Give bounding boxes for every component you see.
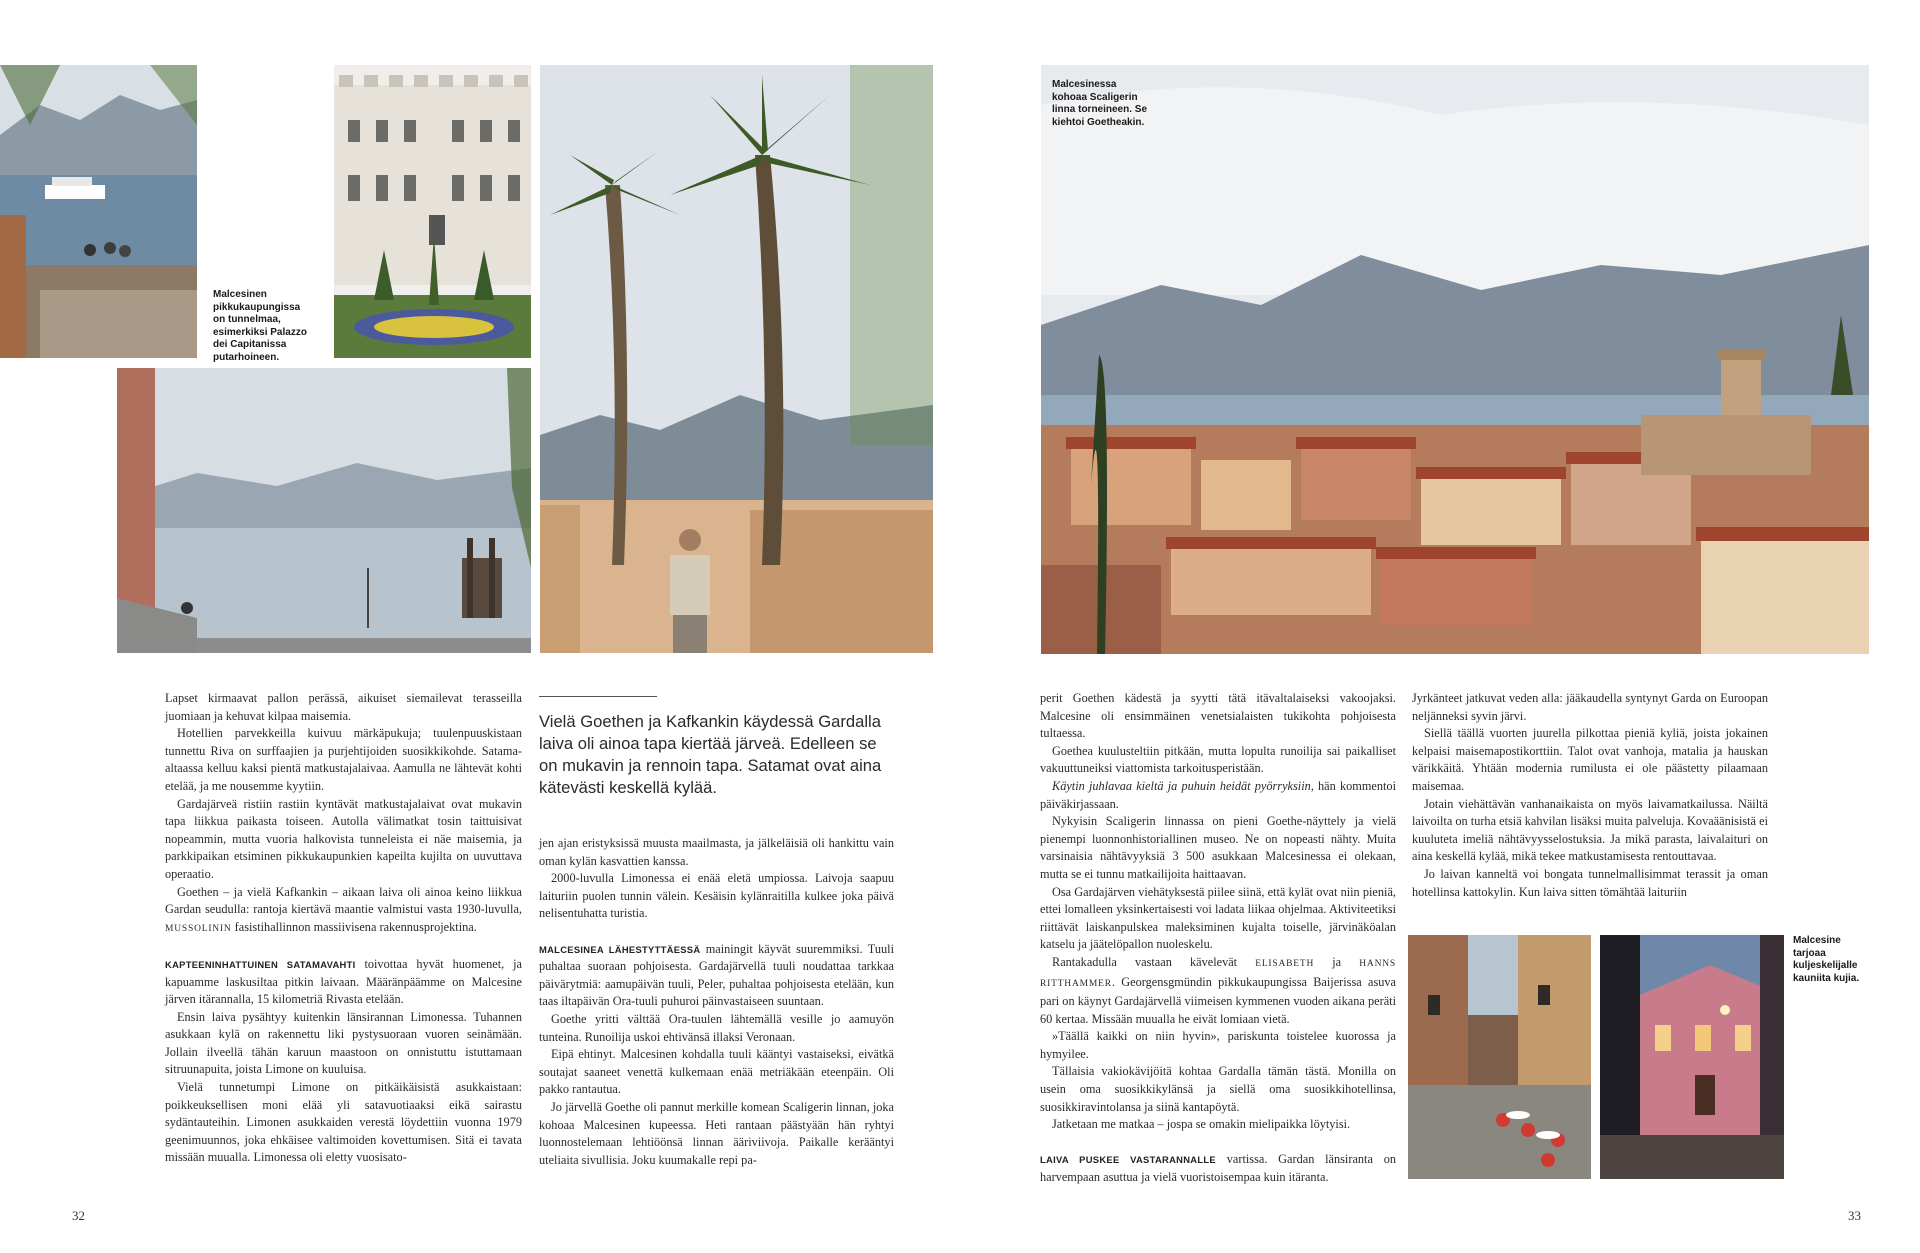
paragraph xyxy=(539,941,894,1011)
name-smallcaps: HANNS RITTHAMMER xyxy=(1040,958,1396,989)
paragraph: perit Goethen kädestä ja syytti tätä itävaltalaiseksi vakoojaksi. Malcesine oli ensimmäinen venetsialaisten tukikohta pohjoisesta tultaessa. xyxy=(1040,691,1396,741)
paragraph xyxy=(165,884,522,939)
paragraph: Lapset kirmaavat pallon perässä, aikuiset siemailevat terasseilla juomiaan ja kehuvat kilpaa maisemia. xyxy=(165,691,522,723)
body-column-1 xyxy=(165,690,522,1167)
paragraph xyxy=(1040,954,1396,1028)
lake-pier-photo xyxy=(117,368,531,653)
quote-italic: Käytin juhlavaa kieltä ja puhuin heidät pyörryksiin, xyxy=(1052,778,1314,793)
paragraph: Jatketaan me matkaa – jospa se omakin mielipaikka löytyisi. xyxy=(1052,1117,1351,1132)
paragraph: Osa Gardajärven viehätyksestä piilee siinä, että kylät ovat niin pieniä, ettei lomalleen yksinkertaisesti voi ladata liikaa ohjelmaa. Aktiviteetiksi riittävät laiskanpulskea maleksiminen kujalta toiselle, järvinäköalan katselu ja jäätelöpallon nuoleskelu. xyxy=(1040,884,1396,952)
paragraph: Eipä ehtinyt. Malcesinen kohdalla tuuli kääntyi vastaiseksi, eivätkä soutajat saaneet venettä kulkemaan enää metriäkään eteenpäin. Oli pakko rantautua. xyxy=(539,1047,894,1097)
paragraph: Goethe yritti välttää Ora-tuulen lähtemällä vesille jo aamuyön tunteina. Runoilija uskoi ehtivänsä illaksi Veronaan. xyxy=(539,1011,894,1044)
paragraph: Gardajärveä ristiin rastiin kyntävät matkustajalaivat ovat mukavin tapa liikkua paikasta toiseen. Autolla välimatkat tosin taittuisivat nopeammin, mutta vuoria halkovista tunneleista ei näe maisemia, ja parkkipaikan etsiminen pikkukaupunkien kapeilta kujilta on uuvuttava operaatio. xyxy=(165,796,522,881)
text: . Georgensgmündin pikkukaupungissa Baijerissa asuva pari on käynyt Gardajärvellä viimeisen kymmenen vuoden aikana peräti 60 kertaa. Missään muualla he eivät lomiaan vietä. xyxy=(1040,974,1396,1026)
paragraph xyxy=(1040,1151,1396,1186)
malcesine-castle-photo xyxy=(1041,65,1869,654)
section-lead: KAPTEENINHATTUINEN SATAMAVAHTI xyxy=(165,958,356,970)
paragraph: jen ajan eristyksissä muusta maailmasta, ja jälkeläisiä oli hankittu vain oman kylän kasvattien kanssa. xyxy=(539,836,894,868)
caption-castle: Malcesinessa kohoaa Scaligerin linna torneineen. Se kiehtoi Goetheakin. xyxy=(1052,79,1148,128)
paragraph: Goethea kuulusteltiin pitkään, mutta lopulta runoilija sai paikalliset vakuuttuneiksi viattomista tarkoitusperistään. xyxy=(1040,743,1396,776)
paragraph xyxy=(165,956,522,1009)
pullquote: Vielä Goethen ja Kafkankin käydessä Gardalla laiva oli ainoa tapa kiertää järveä. Edelleen se on mukavin ja rennoin tapa. Satamat ovat aina kätevästi keskellä kylää. xyxy=(539,712,882,797)
text: Goethen – ja vielä Kafkankin – aikaan laiva oli ainoa keino liikkua Gardan seudulla: rantoja kiertävä maantie valmistui vasta 1930-luvulla, xyxy=(165,884,522,917)
paragraph: »Täällä kaikki on niin hyvin», pariskunta toistelee kuorossa ja hymyilee. xyxy=(1040,1029,1396,1061)
page-number-left: 32 xyxy=(72,1208,85,1223)
paragraph: Tällaisia vakiokävijöitä kohtaa Gardalla tämän tästä. Monilla on usein oma suosikkikylänsä ja siellä oma suosikkihotellinsa, suosikkiravintolansa ja siinä kantapöytä. xyxy=(1040,1064,1396,1114)
text: hän kommentoi päiväkirjassaan. xyxy=(1040,778,1396,811)
paragraph: Jyrkänteet jatkuvat veden alla: jääkaudella syntynyt Garda on Euroopan neljänneksi syvin järvi. xyxy=(1412,691,1768,723)
paragraph: Jo laivan kanneltä voi bongata tunnelmallisimmat terassit ja oman hotellinsa kattokylin. Kun laiva sitten tömähtää laituriin xyxy=(1412,866,1768,899)
paragraph: Vielä tunnetumpi Limone on pitkäikäisistä asukkaistaan: poikkeuksellisen moni elää yli satavuotiaaksi eikä sairastu sydäntauteihin. Limonen asukkaiden verestä löydettiin vuonna 1979 geenimuunnos, joka ehkäisee valtimoiden kovettumisen. Sitä ei tavata missään muualla. Limonessa oli eletty vuosisato- xyxy=(165,1080,522,1165)
text: Rantakadulla vastaan kävelevät xyxy=(1052,954,1256,969)
caption-alleys: Malcesine tarjoaa kuljeskelijalle kauniita kujia. xyxy=(1793,935,1860,984)
section-lead: LAIVA PUSKEE VASTARANNALLE xyxy=(1040,1154,1216,1166)
street-cafe-photo xyxy=(1408,935,1591,1179)
lake-ferry-photo xyxy=(0,65,197,358)
page-number-right: 33 xyxy=(1848,1208,1861,1223)
alley-dusk-photo xyxy=(1600,935,1784,1179)
paragraph: 2000-luvulla Limonessa ei enää eletä umpiossa. Laivoja saapuu laituriin puolen tunnin välein. Kesäisin kylänraitilla kulkee joka päivä nelisentuhatta turistia. xyxy=(539,871,894,921)
body-column-2 xyxy=(539,835,894,1169)
paragraph: Hotellien parvekkeilla kuivuu märkäpukuja; tuulenpuuskistaan tunnettu Riva on surffaajien ja purjehtijoiden suosikkikohde. Satama-altaassa kelluu kaksi pientä matkustajalaivaa. Aamulla ne lähtevät kohti etelää, ja me nousemme kyytiin. xyxy=(165,726,522,793)
paragraph: Jo järvellä Goethe oli pannut merkille komean Scaligerin linnan, joka kohoaa Malcesinen kupeessa. Heti rantaan päästyään hän ryhtyi luonnostelemaan lehtiöönsä linnan ääriviivoja. Paikalle kerääntyi uteliaita sivullisia. Joku kuumakalle repi pa- xyxy=(539,1099,894,1167)
body-column-3 xyxy=(1040,690,1396,1187)
text: vartissa. Gardan länsiranta on harvempaan asuttua ja vielä vuoristoisempaa kuin itäranta. xyxy=(1040,1152,1396,1185)
paragraph: Siellä täällä vuorten juurella pilkottaa pieniä kyliä, joista jokainen kelpaisi maisemapostikorttiin. Talot ovat vanhoja, matalia ja hauskan värikkäitä. Yhtään modernia rumilusta ei ole päästetty pilaamaan maisemaa. xyxy=(1412,726,1768,793)
name-smallcaps: ELISABETH xyxy=(1255,958,1315,969)
paragraph: Jotain viehättävän vanhanaikaista on myös laivamatkailussa. Näiltä laivoilta on turha etsiä kahvilan lisäksi muita palveluja. Kovaäänisistä ei kuuluteta imeliä nähtävyysselostuksia. Ja mikä parasta, laivalaituri on aina keskellä kylää, mikä tekee matkustamisesta rentouttavaa. xyxy=(1412,796,1768,864)
paragraph: Nykyisin Scaligerin linnassa on pieni Goethe-näyttely ja vielä pienempi luonnonhistoriallinen museo. Ne on nopeasti nähty. Muita varsinaisia nähtävyyksiä 3 500 asukkaan Malcesinessa ei olekaan, mutta se ei tunnu matkailijoita haittaavan. xyxy=(1040,814,1396,881)
paragraph: Ensin laiva pysähtyy kuitenkin länsirannan Limonessa. Tuhannen asukkaan kylä on rakennettu liki pystysuoraan vuoren seinämään. Jollain ilveellä tähän karuun maastoon on onnistuttu istuttamaan sitruunapuita, joista Limone on kuuluisa. xyxy=(165,1009,522,1077)
paragraph xyxy=(1040,778,1396,813)
text: ja xyxy=(1314,954,1360,969)
pullquote-rule xyxy=(539,696,657,697)
palazzo-photo xyxy=(334,65,531,358)
text: fasistihallinnon massiivisena rakennusprojektina. xyxy=(231,919,477,934)
body-column-4 xyxy=(1412,690,1768,901)
text: toivottaa hyvät huomenet, ja kapuamme laskusiltaa pitkin laivaan. Määränpäämme on Malcesine järven itärannalla, 15 kilometriä Rivasta etelään. xyxy=(165,956,522,1007)
name-smallcaps: MUSSOLININ xyxy=(165,923,232,934)
palm-trees-photo xyxy=(540,65,933,653)
section-lead: MALCESINEA LÄHESTYTTÄESSÄ xyxy=(539,943,701,955)
caption-palazzo: Malcesinen pikkukaupungissa on tunnelmaa, esimerkiksi Palazzo dei Capitanissa putarhoineen. xyxy=(213,289,307,363)
text: mainingit käyvät suuremmiksi. Tuuli puhaltaa suoraan pohjoisesta. Gardajärvellä tuuli noudattaa tarkkaa päivärytmiä: aamupäivän tuuli, Peler, puhaltaa pohjoisesta etelään, kun taas iltapäivän Ora-tuuli puhuroi päinvastaiseen suuntaan. xyxy=(539,941,894,1009)
